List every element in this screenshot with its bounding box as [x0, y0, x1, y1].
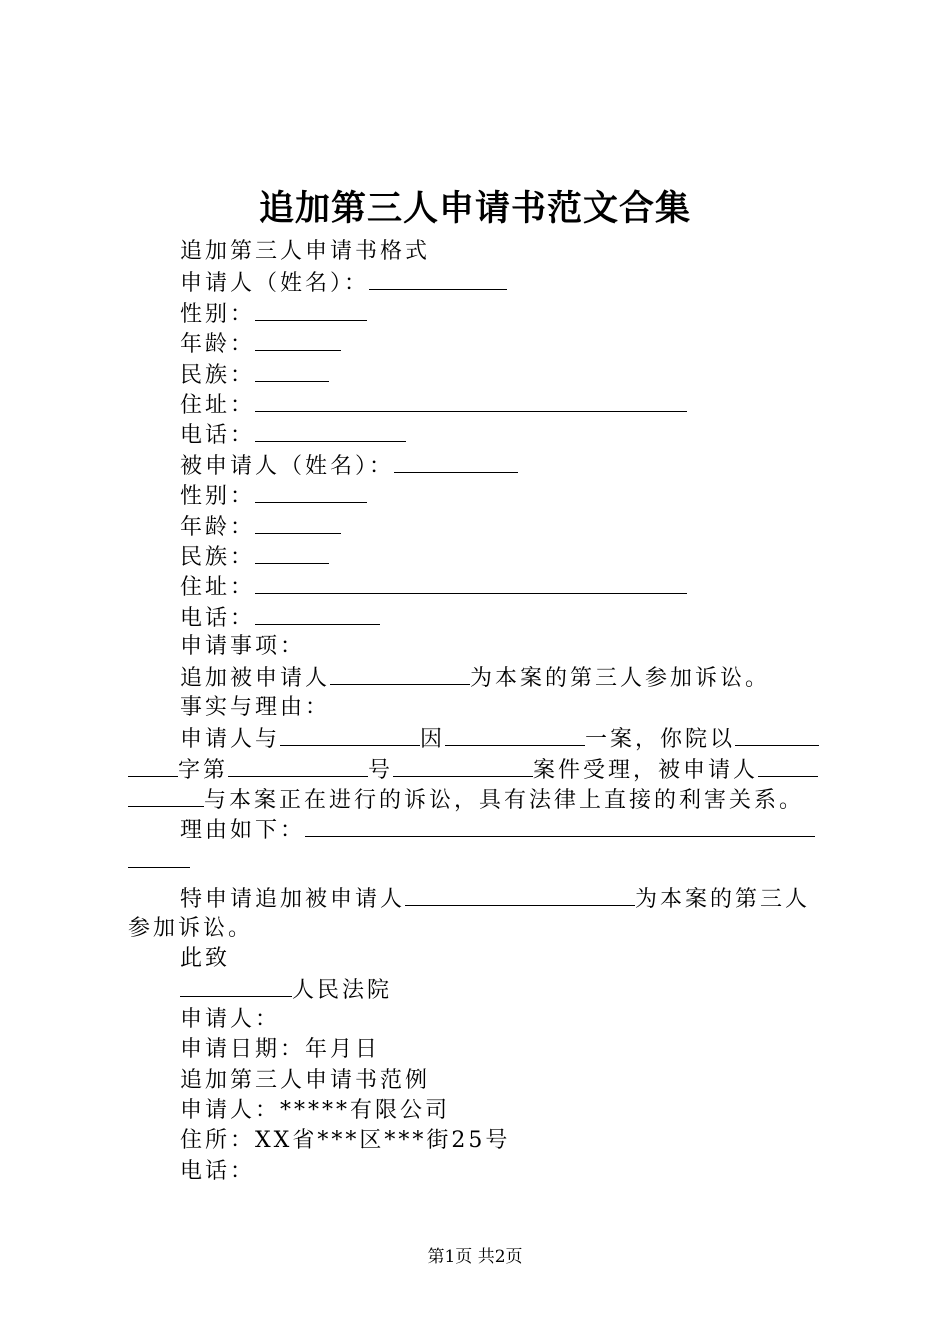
applicant-address-row: 住址： [128, 389, 833, 419]
example-address: 住所：XX省***区***街25号 [180, 1128, 511, 1154]
applicant-gender-row: 性别： [128, 298, 833, 328]
reasons-row: 理由如下： [128, 814, 833, 844]
applicant-ethnicity-row: 民族： [128, 359, 833, 389]
facts-line-3: 与本案正在进行的诉讼，具有法律上直接的利害关系。 [128, 784, 833, 814]
request-line-1: 特申请追加被申请人 为本案的第三人 [128, 883, 833, 913]
date-row: 申请日期：年月日 [180, 1037, 381, 1063]
facts-label: 事实与理由： [180, 694, 331, 720]
facts-line-2: 字第 号 案件受理，被申请人 [128, 754, 833, 784]
address-blank [255, 389, 687, 412]
court-blank [180, 974, 292, 997]
page-footer: 第1页 共2页 [427, 1247, 523, 1267]
respondent-address-row: 住址： [128, 571, 833, 601]
phone-blank [255, 602, 380, 625]
phone-blank [255, 419, 406, 442]
applicant-phone-row: 电话： [128, 419, 833, 449]
example-applicant: 申请人：*****有限公司 [180, 1097, 451, 1123]
matters-blank [330, 662, 470, 685]
ethnicity-blank [255, 541, 329, 564]
example-phone: 电话： [180, 1158, 256, 1184]
court-row: 人民法院 [128, 974, 833, 1004]
ethnicity-blank [255, 359, 329, 382]
section-heading-example: 追加第三人申请书范例 [180, 1067, 431, 1093]
applicant-age-row: 年龄： [128, 328, 833, 358]
applicant-name-blank [369, 267, 507, 290]
reasons-blank [305, 814, 815, 837]
facts-line-1: 申请人与 因 一案，你院以 [128, 723, 833, 753]
respondent-phone-row: 电话： [128, 602, 833, 632]
applicant-name-row: 申请人（姓名）： [128, 267, 833, 297]
document-body [128, 237, 833, 1187]
gender-blank [255, 480, 367, 503]
respondent-gender-row: 性别： [128, 480, 833, 510]
respondent-age-row: 年龄： [128, 511, 833, 541]
age-blank [255, 328, 341, 351]
matters-label: 申请事项： [180, 634, 306, 660]
address-blank [255, 571, 687, 594]
request-blank [405, 883, 635, 906]
signature-row: 申请人： [180, 1006, 281, 1032]
salutation: 此致 [180, 945, 231, 971]
gender-blank [255, 298, 367, 321]
respondent-name-row: 被申请人（姓名）： [128, 450, 833, 480]
request-line-2: 参加诉讼。 [128, 915, 254, 941]
matters-text: 追加被申请人 为本案的第三人参加诉讼。 [128, 662, 833, 692]
reasons-continuation [128, 845, 833, 875]
respondent-ethnicity-row: 民族： [128, 541, 833, 571]
section-heading-format: 追加第三人申请书格式 [180, 239, 431, 264]
document-title: 追加第三人申请书范文合集 [258, 188, 691, 229]
respondent-name-blank [394, 450, 518, 473]
age-blank [255, 511, 341, 534]
